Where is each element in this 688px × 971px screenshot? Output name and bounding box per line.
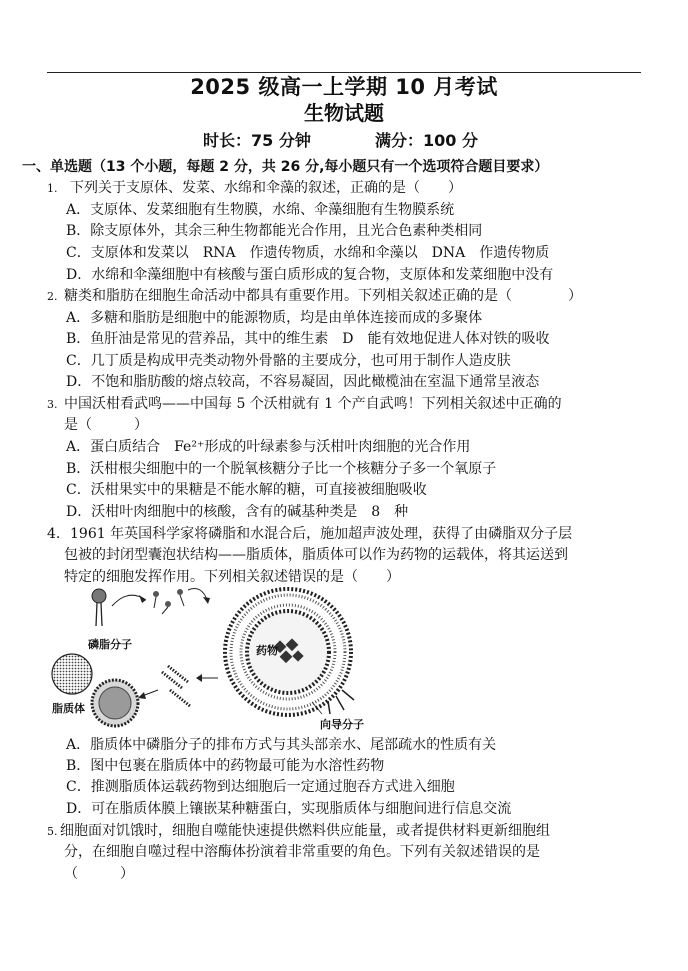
question-option: D．水绵和伞藻细胞中有核酸与蛋白质形成的复合物，支原体和发菜细胞中没有	[66, 267, 554, 283]
question-stem: 分，在细胞自噬过程中溶酶体扮演着非常重要的角色。下列有关叙述错误的是	[64, 844, 540, 860]
question-option: B．除支原体外，其余三种生物都能光合作用，且光合色素种类相同	[66, 223, 483, 239]
question-option: A．支原体、发菜细胞有生物膜，水绵、伞藻细胞有生物膜系统	[66, 202, 455, 218]
question-number: 4.	[47, 526, 61, 542]
phospholipid-molecule	[92, 589, 106, 626]
label-phospholipid: 磷脂分子	[88, 638, 132, 651]
phospholipid-fragments	[153, 589, 184, 614]
label-guide-molecule: 向导分子	[320, 718, 364, 731]
question-option: A．脂质体中磷脂分子的排布方式与其头部亲水、尾部疏水的性质有关	[66, 737, 497, 753]
question-option: D．不饱和脂肪酸的熔点较高，不容易凝固，因此橄榄油在室温下通常呈液态	[66, 374, 540, 390]
liposome-figure	[50, 586, 370, 731]
question-stem: 特定的细胞发挥作用。下列相关叙述错误的是（ ）	[64, 569, 400, 585]
bilayer-strands	[162, 666, 190, 706]
question-stem: 1961 年英国科学家将磷脂和水混合后，施加超声波处理，获得了由磷脂双分子层	[70, 526, 573, 542]
question-stem: （ ）	[64, 866, 134, 882]
question-stem: 是（ ）	[64, 417, 148, 433]
question-number: 3.	[47, 398, 58, 411]
question-number: 5.	[47, 825, 58, 838]
question-option: C．沃柑果实中的果糖是不能水解的糖，可直接被细胞吸收	[66, 482, 427, 498]
question-stem: 下列关于支原体、发菜、水绵和伞藻的叙述，正确的是（ ）	[70, 180, 462, 196]
question-stem: 包被的封闭型囊泡状结构——脂质体，脂质体可以作为药物的运载体，将其运送到	[64, 547, 568, 563]
question-option: D．沃柑叶肉细胞中的核酸，含有的碱基种类是 8 种	[66, 504, 409, 520]
exam-score: 满分：100 分	[375, 131, 478, 150]
liposome-diagram	[50, 586, 370, 731]
question-option: A．蛋白质结合 Fe²⁺形成的叶绿素参与沃柑叶肉细胞的光合作用	[66, 439, 471, 455]
liposome-large	[225, 589, 354, 715]
question-option: C．支原体和发菜以 RNA 作遗传物质，水绵和伞藻以 DNA 作遗传物质	[66, 245, 550, 261]
question-number: 2.	[47, 290, 58, 303]
label-drug: 药物	[256, 644, 278, 657]
question-option: B．鱼肝油是常见的营养品，其中的维生素 D 能有效地促进人体对铁的吸收	[66, 331, 550, 347]
question-option: B．图中包裹在脂质体中的药物最可能为水溶性药物	[66, 758, 385, 774]
question-option: A．多糖和脂肪是细胞中的能源物质，均是由单体连接而成的多聚体	[66, 310, 483, 326]
question-stem: 中国沃柑看武鸣——中国每 5 个沃柑就有 1 个产自武鸣！下列相关叙述中正确的	[64, 396, 562, 412]
question-option: B．沃柑根尖细胞中的一个脱氧核糖分子比一个核糖分子多一个氧原子	[66, 461, 497, 477]
question-option: D．可在脂质体膜上镶嵌某种糖蛋白，实现脂质体与细胞间进行信息交流	[66, 801, 512, 817]
question-option: C．推测脂质体运载药物到达细胞后一定通过胞吞方式进入细胞	[66, 779, 455, 795]
label-liposome: 脂质体	[52, 702, 85, 715]
exam-subtitle: 生物试题	[304, 101, 384, 125]
question-number: 1.	[47, 182, 58, 195]
question-stem: 细胞面对饥饿时，细胞自噬能快速提供燃料供应能量，或者提供材料更新细胞组	[60, 823, 550, 839]
exam-title: 2025 级高一上学期 10 月考试	[190, 75, 498, 99]
question-stem: 糖类和脂肪在细胞生命活动中都具有重要作用。下列相关叙述正确的是（ ）	[64, 288, 582, 304]
question-option: C．几丁质是构成甲壳类动物外骨骼的主要成分，也可用于制作人造皮肤	[66, 353, 511, 369]
exam-duration: 时长：75 分钟	[203, 131, 311, 150]
section-title: 一、单选题（13 个小题，每题 2 分，共 26 分,每小题只有一个选项符合题目要求）	[22, 159, 549, 175]
